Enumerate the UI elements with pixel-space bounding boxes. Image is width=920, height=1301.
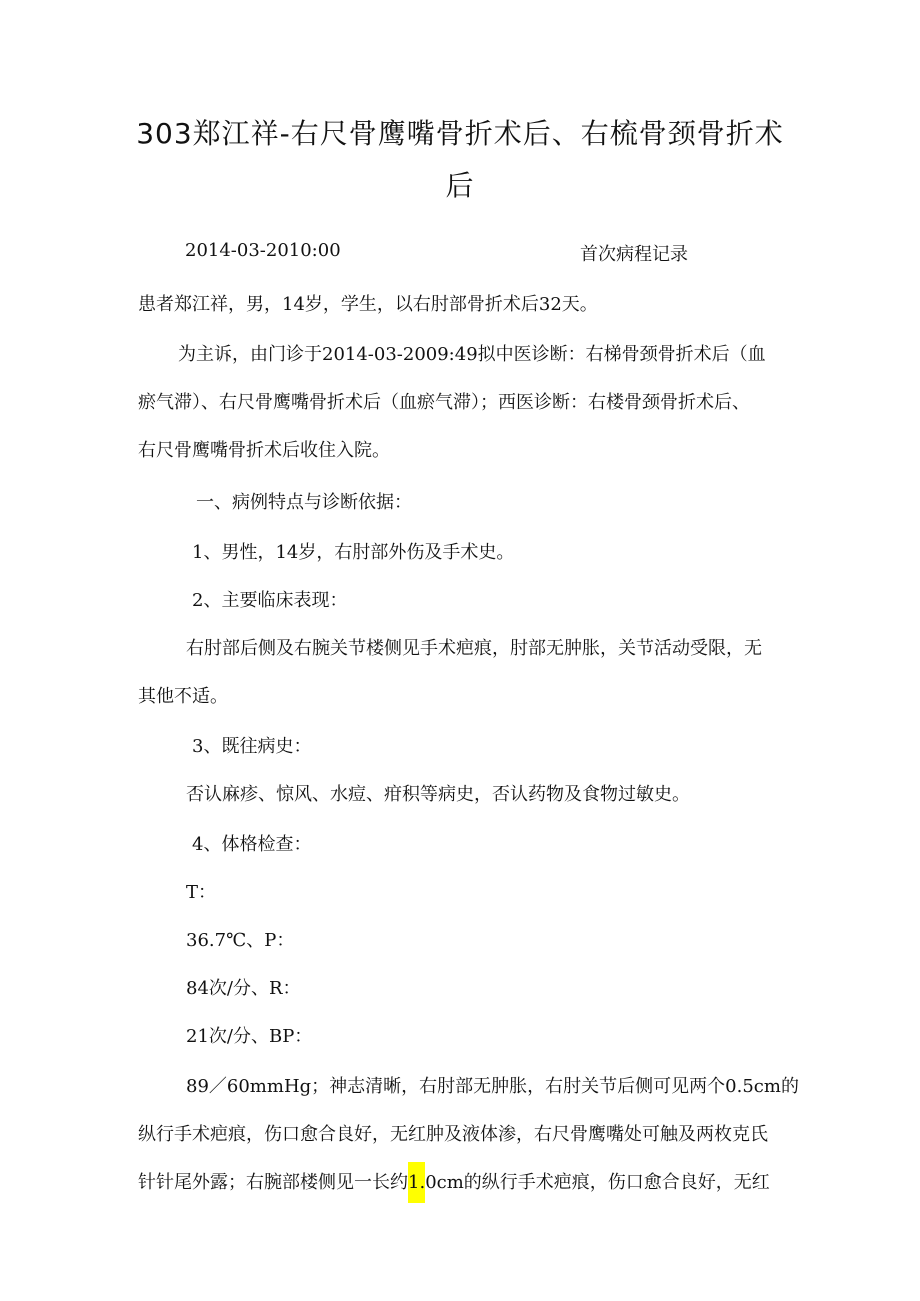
paragraph-complaint-line-3: 右尺骨鹰嘴骨折术后收住入院。 <box>138 440 390 461</box>
list-item-4: 4、体格检查： <box>192 834 312 855</box>
exam-line-3 <box>138 1168 770 1194</box>
highlighted-text: 1. <box>408 1162 425 1203</box>
section-heading-1: 一、病例特点与诊断依据： <box>196 492 412 513</box>
exam-line-1: 89／60mmHg；神志清晰，右肘部无肿胀，右肘关节后侧可见两个0.5cm的 <box>186 1076 799 1097</box>
exam-line-2: 纵行手术疤痕，伤口愈合良好，无红肿及液体渗，右尺骨鹰嘴处可触及两枚克氏 <box>138 1124 768 1145</box>
document-title-line-2: 后 <box>445 169 475 202</box>
vital-bp: 21次/分、BP： <box>186 1026 313 1047</box>
paragraph-complaint-line-1: 为主诉，由门诊于2014-03-2009:49拟中医诊断：右梯骨颈骨折术后（血 <box>178 344 766 365</box>
history-line: 否认麻疹、惊风、水痘、疳积等病史，否认药物及食物过敏史。 <box>186 784 690 805</box>
paragraph-patient-info: 患者郑江祥，男，14岁，学生，以右肘部骨折术后32天。 <box>138 294 598 315</box>
clinical-line-1: 右肘部后侧及右腕关节楼侧见手术疤痕，肘部无肿胀，关节活动受限，无 <box>186 638 762 659</box>
paragraph-complaint-line-2: 瘀气滞）、右尺骨鹰嘴骨折术后（血瘀气滞）；西医诊断：右楼骨颈骨折术后、 <box>138 392 750 413</box>
vital-r: 84次/分、R： <box>186 978 301 999</box>
list-item-1: 1、男性，14岁，右肘部外伤及手术史。 <box>192 542 515 563</box>
list-item-3: 3、既往病史： <box>192 736 312 757</box>
clinical-line-2: 其他不适。 <box>138 686 228 707</box>
list-item-2: 2、主要临床表现： <box>192 590 348 611</box>
vital-t: T： <box>186 882 217 903</box>
record-datetime: 2014-03-2010:00 <box>185 240 341 261</box>
record-type: 首次病程记录 <box>580 244 688 265</box>
exam-line-3-part-a: 针针尾外露；右腕部楼侧见一长约 <box>138 1172 408 1193</box>
document-title-line-1: 303郑江祥-右尺骨鹰嘴骨折术后、右梳骨颈骨折术 <box>136 117 784 150</box>
vital-p: 36.7℃、P： <box>186 930 295 951</box>
exam-line-3-part-b: 0cm的纵行手术疤痕，伤口愈合良好，无红 <box>425 1172 770 1193</box>
